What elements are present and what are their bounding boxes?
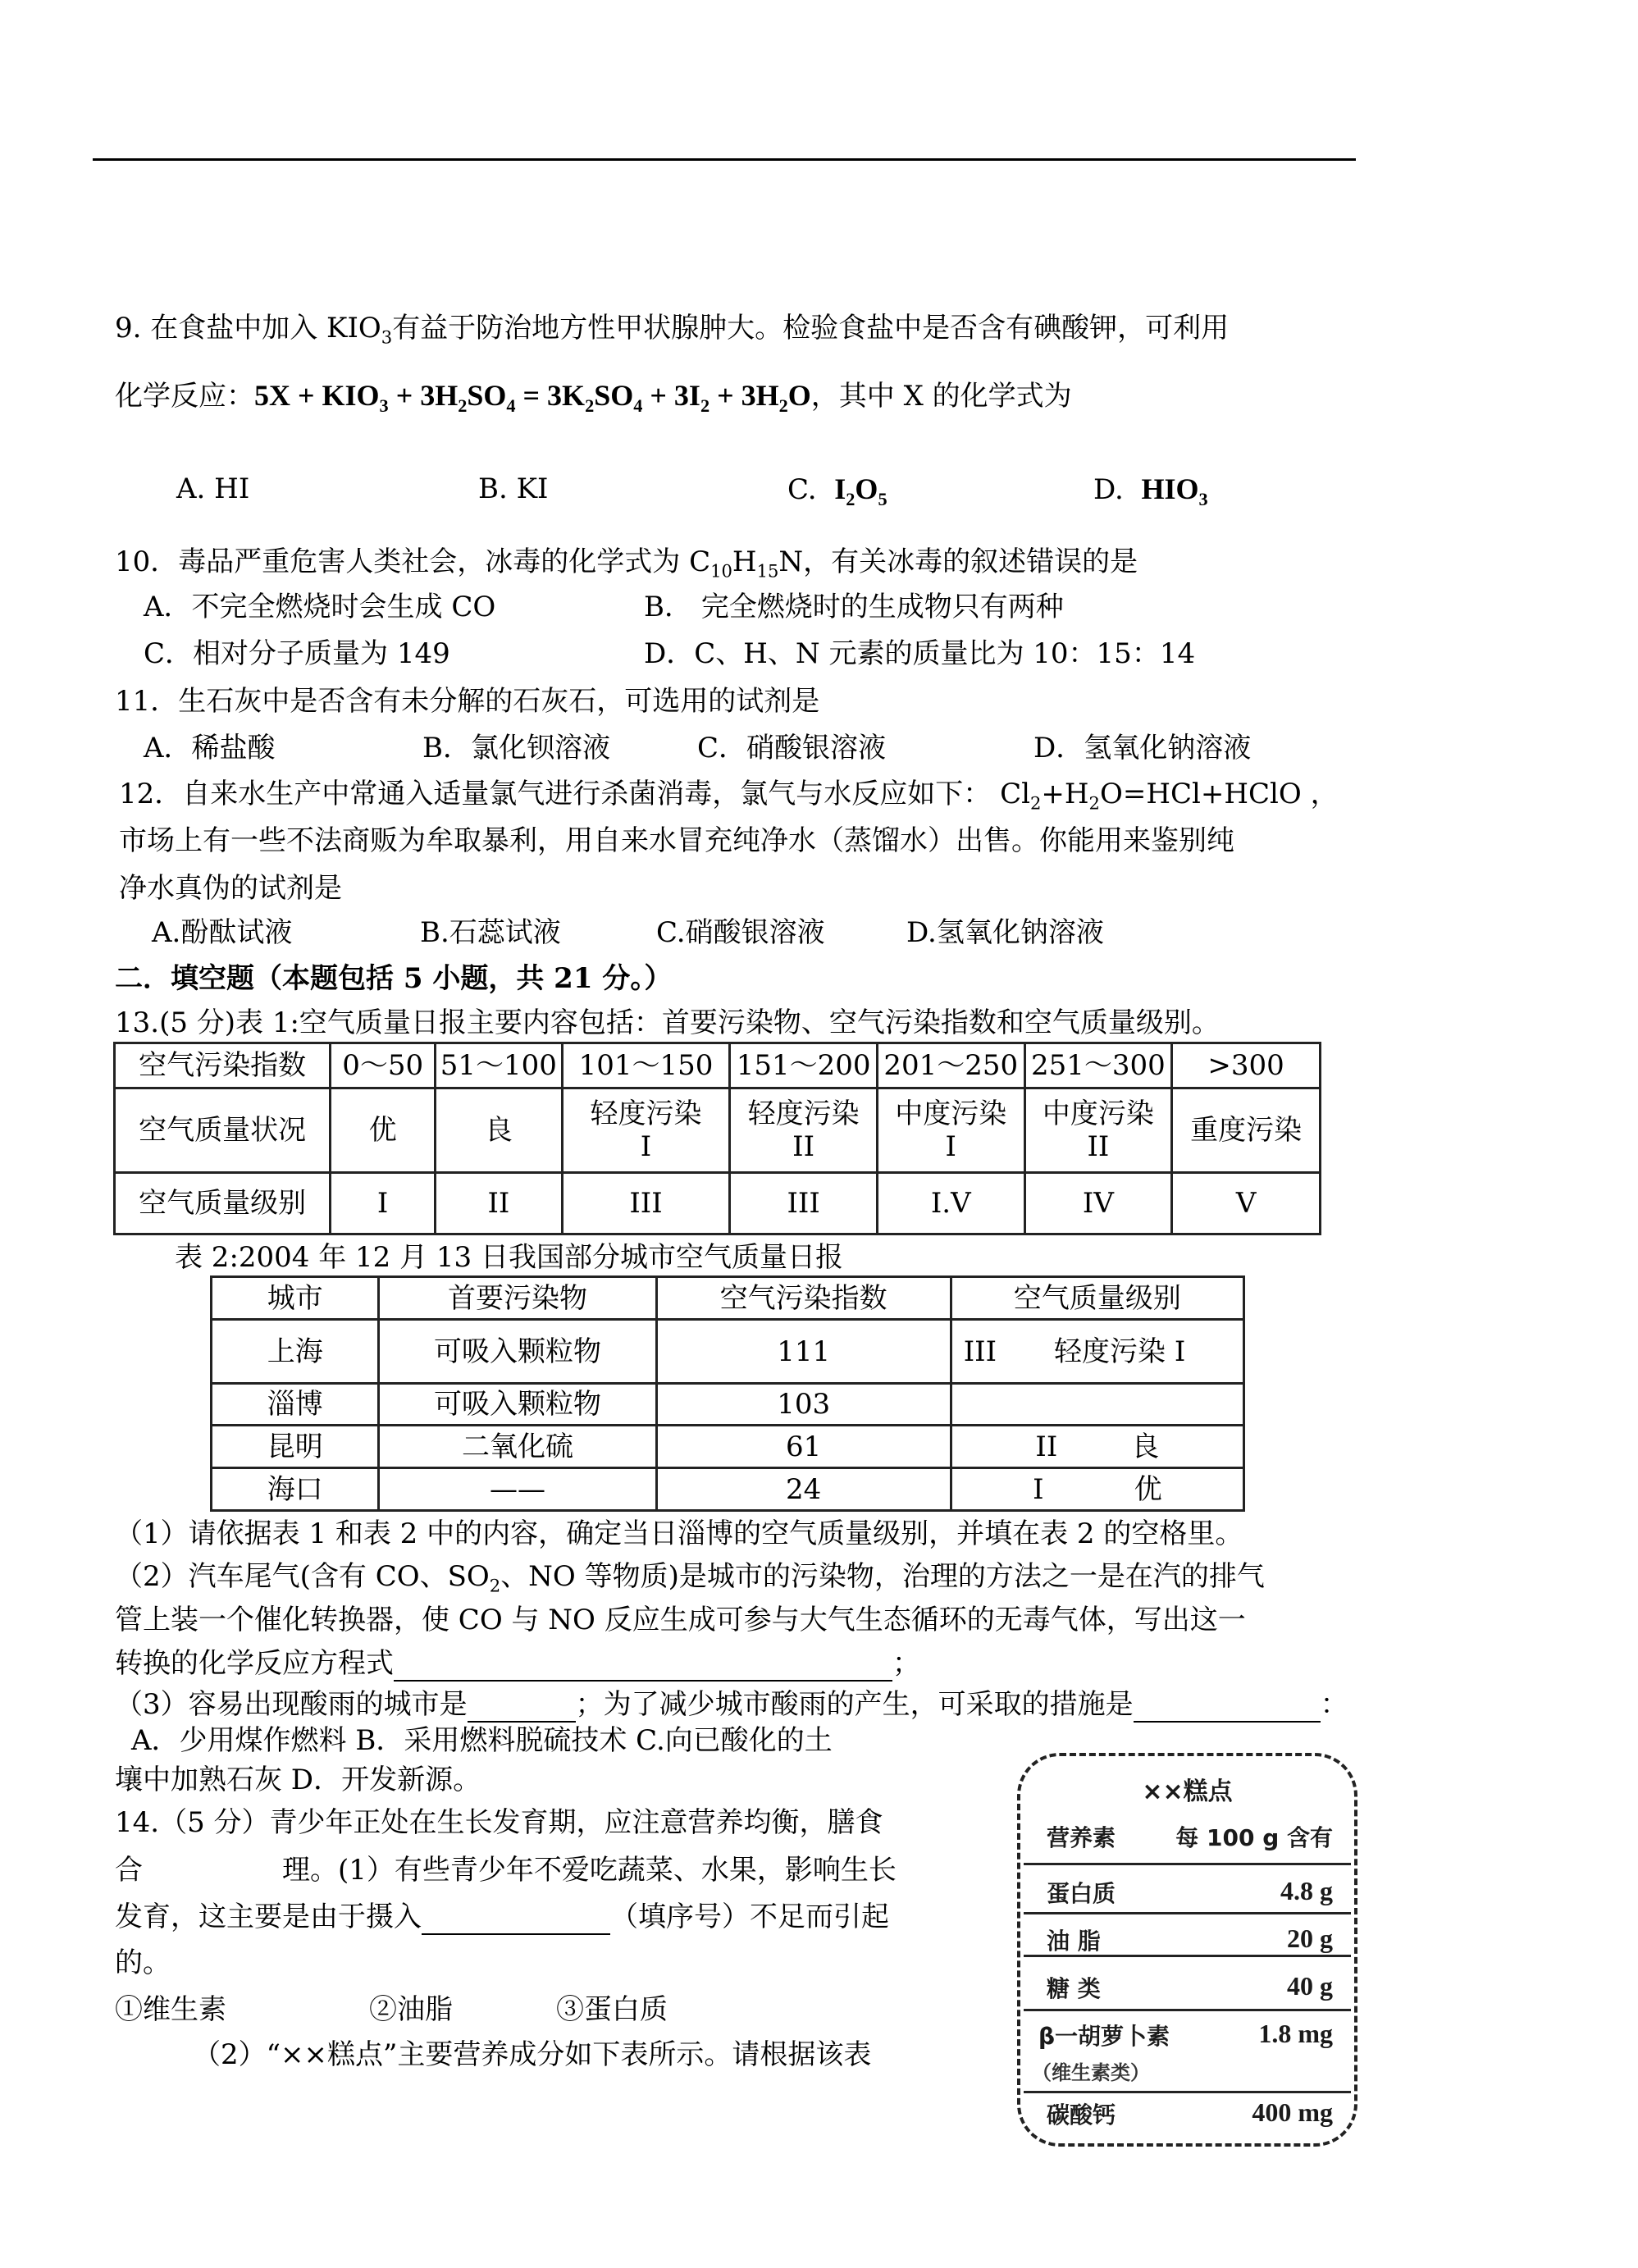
table1-cell: 轻度污染 II xyxy=(730,1088,878,1173)
table1-cell: 中度污染 I xyxy=(877,1088,1024,1173)
table2-row xyxy=(212,1426,1244,1468)
q10-stem: 10．毒品严重危害人类社会，冰毒的化学式为 $C_{10}H_{15}N$，有关冰毒的叙述错误的是 xyxy=(115,545,1138,582)
table1-row-level xyxy=(115,1173,1321,1234)
table1-cell: 101～150 xyxy=(562,1043,730,1088)
q14-line5: （2）“××糕点”主要营养成分如下表所示。请根据该表 xyxy=(193,2038,872,2071)
table1-cell: 空气质量状况 xyxy=(115,1088,331,1173)
table2-header-cell: 首要污染物 xyxy=(379,1277,656,1320)
q12-option-c: C.硝酸银溶液 xyxy=(656,916,825,949)
q11-option-a: A．稀盐酸 xyxy=(144,732,276,764)
table1-cell: 201～250 xyxy=(877,1043,1024,1088)
divider xyxy=(1024,2091,1351,2093)
table1-row-status xyxy=(115,1088,1321,1173)
equation-answer-blank[interactable] xyxy=(394,1652,892,1682)
q12-stem-line3: 净水真伪的试剂是 xyxy=(119,872,342,905)
table1-cell: 空气质量级别 xyxy=(115,1173,331,1234)
q9-equation: $5X + KIO_3 + 3H_2SO_4 = 3K_2SO_4 + 3I_2 + 3H_2O$ xyxy=(254,379,811,416)
section-title: 二．填空题（本题包括 5 小题，共 21 分。） xyxy=(115,962,673,995)
q12-option-b: B.石蕊试液 xyxy=(420,916,561,949)
q13-part1: （1）请依据表 1 和表 2 中的内容，确定当日淄博的空气质量级别，并填在表 2 的空格里。 xyxy=(115,1517,1243,1550)
table1-air-quality-scale xyxy=(113,1042,1321,1235)
q11-option-d: D．氢氧化钠溶液 xyxy=(1033,732,1252,764)
table2-row xyxy=(212,1384,1244,1426)
q11-option-b: B．氯化钡溶液 xyxy=(422,732,610,764)
table1-cell: 151～200 xyxy=(730,1043,878,1088)
table2-row xyxy=(212,1468,1244,1511)
q14-option-3: ③蛋白质 xyxy=(556,1993,668,2026)
q13-intro: 13.(5 分)表 1:空气质量日报主要内容包括：首要污染物、空气污染指数和空气质量级别。 xyxy=(115,1006,1220,1039)
q9-option-c: C. $I_2O_5$ xyxy=(787,472,887,509)
table2-header-row xyxy=(212,1277,1244,1320)
table2-cell: 二氧化硫 xyxy=(379,1426,656,1468)
table2-header-cell: 城市 xyxy=(212,1277,379,1320)
q10-option-a: A．不完全燃烧时会生成 CO xyxy=(144,591,496,623)
table2-cell: 淄博 xyxy=(212,1384,379,1426)
table1-cell: 良 xyxy=(436,1088,563,1173)
table2-cell: 昆明 xyxy=(212,1426,379,1468)
measures-blank[interactable] xyxy=(1134,1693,1321,1723)
table2-cell: 103 xyxy=(656,1384,951,1426)
q9-option-d: D. $HIO_3$ xyxy=(1093,472,1208,509)
divider xyxy=(1024,2009,1351,2011)
header-rule xyxy=(93,158,1356,161)
table2-cell: II 良 xyxy=(951,1426,1243,1468)
table2-cell: —— xyxy=(379,1468,656,1511)
q12-stem-line1: 12．自来水生产中常通入适量氯气进行杀菌消毒，氯气与水反应如下： $Cl_2+H_2O=HCl+HClO$ ， xyxy=(119,778,1339,814)
table1-cell: 251～300 xyxy=(1024,1043,1172,1088)
table2-row xyxy=(212,1320,1244,1384)
q14-line1: 14.（5 分）青少年正处在生长发育期，应注意营养均衡，膳食 xyxy=(115,1806,883,1839)
q10-option-b: B． 完全燃烧时的生成物只有两种 xyxy=(644,591,1064,623)
table1-cell: 轻度污染 I xyxy=(562,1088,730,1173)
table2-cell: 海口 xyxy=(212,1468,379,1511)
table1-cell: 0～50 xyxy=(331,1043,436,1088)
q13-part2-line2: 管上装一个催化转换器，使 CO 与 NO 反应生成可参与大气生态循环的无毒气体，写出这一 xyxy=(115,1604,1246,1636)
table2-cell: 61 xyxy=(656,1426,951,1468)
table1-cell: I xyxy=(331,1173,436,1234)
q14-line2: 合 理。(1）有些青少年不爱吃蔬菜、水果，影响生长 xyxy=(115,1854,897,1887)
table2-city-air-quality xyxy=(210,1275,1245,1512)
nutrition-label: ××糕点 营养素 每 100 g 含有 蛋白质 4.8 g 油 脂 20 g 糖 类 40 g β一胡萝卜素 1.8 mg （维生素类） 碳酸钙 400 mg xyxy=(1017,1753,1357,2147)
q9-stem-line1: 9. 在食盐中加入 $KIO_3$有益于防治地方性甲状腺肿大。检验食盐中是否含有碘酸钾，可利用 xyxy=(115,312,1230,348)
q14-option-1: ①维生素 xyxy=(115,1993,226,2026)
q13-part2-line3: 转换的化学反应方程式 ； xyxy=(115,1647,920,1680)
q12-option-d: D.氢氧化钠溶液 xyxy=(906,916,1104,949)
table2-cell: 111 xyxy=(656,1320,951,1384)
table1-cell: 中度污染 II xyxy=(1024,1088,1172,1173)
divider xyxy=(1024,1912,1351,1914)
q12-option-a: A.酚酞试液 xyxy=(152,916,293,949)
table2-cell: 24 xyxy=(656,1468,951,1511)
nutrition-label-title: ××糕点 xyxy=(1142,1777,1233,1806)
table1-cell: 51～100 xyxy=(436,1043,563,1088)
table2-cell: 可吸入颗粒物 xyxy=(379,1320,656,1384)
table1-cell: 优 xyxy=(331,1088,436,1173)
table2-caption: 表 2:2004 年 12 月 13 日我国部分城市空气质量日报 xyxy=(175,1241,843,1274)
table1-cell: 重度污染 xyxy=(1172,1088,1321,1173)
divider xyxy=(1024,1863,1351,1865)
table2-blank-cell[interactable] xyxy=(951,1384,1243,1426)
table1-cell: >300 xyxy=(1172,1043,1321,1088)
table1-cell: V xyxy=(1172,1173,1321,1234)
table1-cell: 空气污染指数 xyxy=(115,1043,331,1088)
q12-stem-line2: 市场上有一些不法商贩为牟取暴利，用自来水冒充纯净水（蒸馏水）出售。你能用来鉴别纯 xyxy=(119,824,1234,857)
nutrient-answer-blank[interactable] xyxy=(422,1905,610,1935)
table2-header-cell: 空气质量级别 xyxy=(951,1277,1243,1320)
table1-cell: III xyxy=(562,1173,730,1234)
table1-cell: I.V xyxy=(877,1173,1024,1234)
divider xyxy=(1024,1955,1351,1957)
table2-cell: I 优 xyxy=(951,1468,1243,1511)
table1-cell: II xyxy=(436,1173,563,1234)
nutrition-row-note: （维生素类） xyxy=(1032,2061,1150,2084)
q11-stem: 11．生石灰中是否含有未分解的石灰石，可选用的试剂是 xyxy=(115,685,820,718)
q14-line4: 的。 xyxy=(115,1946,171,1979)
q9-stem-line2: 化学反应：$5X + KIO_3 + 3H_2SO_4 = 3K_2SO_4 + 3I_2 + 3H_2O$，其中 X 的化学式为 xyxy=(115,379,1072,416)
q10-option-d: D．C、H、N 元素的质量比为 10：15：14 xyxy=(644,637,1196,670)
q14-line3: 发育，这主要是由于摄入 （填序号）不足而引起 xyxy=(115,1901,889,1933)
table2-cell: 可吸入颗粒物 xyxy=(379,1384,656,1426)
q13-part3-options-line2: 壤中加熟石灰 D．开发新源。 xyxy=(115,1764,481,1796)
table2-cell: 上海 xyxy=(212,1320,379,1384)
acid-rain-city-blank[interactable] xyxy=(468,1693,576,1723)
q9-option-b: B. KI xyxy=(478,472,549,505)
q13-part3: （3）容易出现酸雨的城市是 ；为了减少城市酸雨的产生，可采取的措施是 ： xyxy=(115,1688,1348,1721)
table1-row-index xyxy=(115,1043,1321,1088)
q11-option-c: C．硝酸银溶液 xyxy=(697,732,887,764)
q9-option-a: A. HI xyxy=(176,472,250,505)
q13-part3-options-line1: A．少用煤作燃料 B．采用燃料脱硫技术 C.向已酸化的土 xyxy=(131,1724,833,1757)
table2-cell: III 轻度污染 I xyxy=(951,1320,1243,1384)
q14-option-2: ②油脂 xyxy=(369,1993,453,2026)
table1-cell: IV xyxy=(1024,1173,1172,1234)
q10-option-c: C．相对分子质量为 149 xyxy=(144,637,450,670)
q13-part2-line1: （2）汽车尾气(含有 CO、$SO_2$、NO 等物质)是城市的污染物，治理的方法之一是在汽的排气 xyxy=(115,1560,1265,1596)
table1-cell: III xyxy=(730,1173,878,1234)
table2-header-cell: 空气污染指数 xyxy=(656,1277,951,1320)
